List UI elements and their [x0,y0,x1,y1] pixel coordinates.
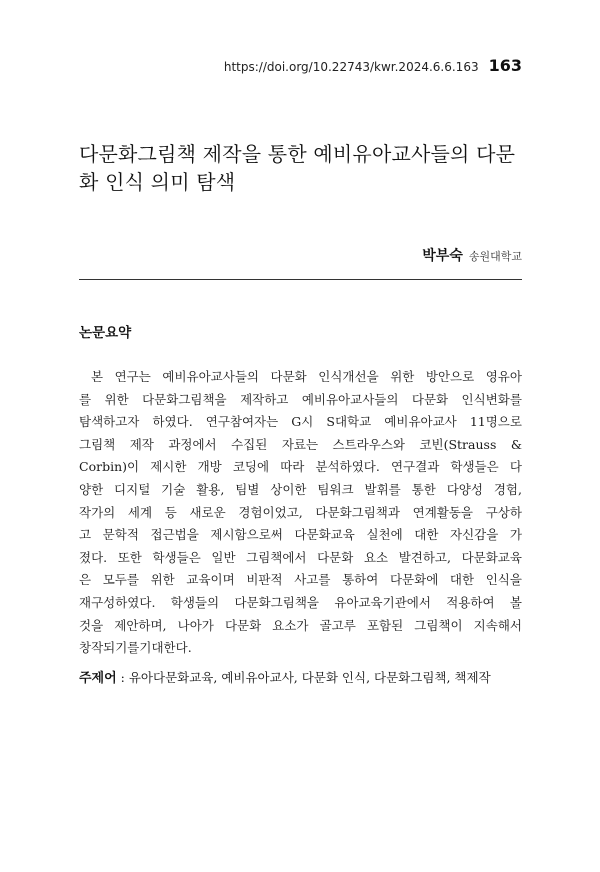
abstract-word: 접근법을 [150,527,199,543]
abstract-word: 은 [79,572,92,588]
abstract-word: 제작 [129,436,154,452]
abstract-word: 과정에서 [168,436,217,452]
abstract-word: 그림책이 [414,617,463,633]
abstract-word: S대학교 [326,414,372,430]
abstract-word: 대한 [414,527,439,543]
abstract-word: 등 [164,504,177,520]
abstract-word: 분석하였다. [315,459,380,475]
abstract-word: 사고를 [294,572,331,588]
abstract-word: 고 [79,527,92,543]
abstract-word: 예비유아교사들의 [301,391,399,407]
abstract-word: 다양성 [446,481,483,497]
abstract-line [79,524,522,547]
abstract-word: G시 [291,414,314,430]
abstract-word: 하였다. [152,414,193,430]
abstract-word: 다 [509,459,522,475]
abstract-word: 그림책에서 [246,549,307,565]
abstract-word: 연구는 [114,369,151,384]
abstract-word: 인식을 [485,572,522,588]
abstract-word: & [510,436,522,452]
abstract-line [79,389,522,412]
abstract-word: 수집된 [231,436,268,452]
abstract-word: 다문화 [317,549,354,565]
abstract-line [79,479,522,502]
abstract-line [79,615,522,638]
author-line [422,245,522,265]
abstract-line [79,456,522,479]
abstract-word: 11명으로 [469,414,522,430]
abstract-word: 또한 [117,549,142,565]
abstract-word: 양한 [79,481,104,497]
abstract-word: 연구결과 [390,459,440,475]
abstract-word: 지속해서 [473,617,522,633]
abstract-word: 졌다. [79,549,108,565]
keywords-separator: : [116,670,129,685]
abstract-word: 세계 [127,504,153,520]
abstract-heading: 논문요약 [79,325,132,341]
abstract-word: 팀별 [235,481,260,497]
abstract-word: 본 [91,369,104,384]
abstract-word: 발휘를 [364,481,401,497]
abstract-word: 학생들의 [170,594,220,610]
keywords-text: 유아다문화교육, 예비유아교사, 다문화 인식, 다문화그림책, 책제작 [128,670,491,685]
abstract-word: 적용하여 [446,594,495,610]
abstract-word: 경험, [493,481,522,497]
abstract-word: 발견하고, [398,549,451,565]
keywords-label: 주제어 [79,671,117,686]
abstract-word: 다문화교육 [294,527,355,543]
abstract-word: Corbin)이 [79,459,140,475]
abstract-word: 기대한다. [139,640,192,656]
abstract-word: 재구성하였다. [79,594,156,610]
abstract-word: 인식개선을 [318,369,379,384]
abstract-word: 자신감을 [450,527,499,543]
doi-link[interactable]: https://doi.org/10.22743/kwr.2024.6.6.163 [223,60,479,74]
author-name: 박부숙 [422,248,463,264]
abstract-word: 다문화그림책과 [315,504,400,520]
abstract-word: 제시한 [150,459,187,475]
abstract-word: 탐색하고자 [79,414,140,430]
abstract-line [79,366,522,389]
abstract-word: 새로운 [189,504,226,520]
abstract-word: 요소가 [272,617,309,633]
abstract-word: 팀워크 [317,481,354,497]
abstract-line [79,592,522,615]
abstract-word: 골고루 [319,617,356,633]
abstract-word: 것을 [79,617,104,633]
abstract-line [79,547,522,570]
abstract-word: 다문화 [270,369,307,384]
abstract-word: 실천에 [366,527,403,543]
abstract-word: 가 [509,527,522,543]
abstract-word: 위한 [104,391,129,407]
abstract-word: 활용, [196,481,225,497]
abstract-line [79,411,522,434]
abstract-word: 연계활동을 [412,504,474,520]
abstract-word: 경험이었고, [238,504,303,520]
abstract-body [79,366,522,660]
abstract-line [79,637,522,660]
page-number: 163 [488,56,522,75]
abstract-word: 창작되기를 [79,640,140,656]
abstract-word: 코딩에 [232,459,270,475]
abstract-word: 제시함으로써 [210,527,283,543]
abstract-word: 대한 [449,572,475,588]
abstract-word: 스트라우스와 [332,436,405,452]
abstract-word: 일반 [211,549,236,565]
abstract-word: 통하여 [342,572,379,588]
abstract-word: 인식변화를 [461,391,522,407]
abstract-word: 영유아 [485,369,522,384]
abstract-word: 따라 [280,459,305,475]
abstract-line [79,569,522,592]
abstract-word: 요소 [363,549,389,565]
abstract-word: 학생들은 [450,459,499,475]
abstract-word: 볼 [509,594,522,610]
abstract-word: 작가의 [79,504,116,520]
running-header [224,56,522,75]
abstract-word: 기술 [161,481,186,497]
abstract-word: 예비유아교사들의 [162,369,259,384]
abstract-word: 를 [79,391,92,407]
abstract-word: 개방 [197,459,222,475]
title-divider [79,279,522,280]
abstract-word: 코빈(Strauss [419,436,497,452]
abstract-word: 위한 [390,369,415,384]
abstract-word: 학생들은 [152,549,201,565]
abstract-word: 다문화 [224,617,262,633]
abstract-word: 포함된 [366,617,404,633]
abstract-word: 제작하고 [240,391,289,407]
abstract-word: 다문화에 [389,572,439,588]
abstract-word: 통한 [411,481,436,497]
abstract-word: 방안으로 [425,369,475,384]
abstract-word: 제안하며, [114,617,167,633]
abstract-word: 다문화그림책을 [234,594,319,610]
abstract-word: 구상하 [485,504,522,520]
abstract-word: 연구참여자는 [205,414,279,430]
abstract-word: 디지털 [114,481,151,497]
keywords-line [79,667,491,686]
abstract-word: 예비유아교사 [384,414,457,430]
abstract-word: 다문화교육 [461,549,522,565]
author-affiliation: 송원대학교 [468,250,522,263]
abstract-word: 유아교육기관에서 [334,594,431,610]
abstract-word: 나아가 [177,617,214,633]
abstract-line [79,434,522,457]
abstract-word: 다문화 [411,391,449,407]
abstract-word: 그림책 [79,436,116,452]
abstract-word: 위한 [150,572,175,588]
abstract-word: 교육이며 [186,572,235,588]
abstract-word: 모두를 [102,572,139,588]
abstract-word: 상이한 [270,481,307,497]
abstract-line [79,502,522,525]
abstract-word: 자료는 [281,436,319,452]
abstract-word: 비판적 [246,572,283,588]
abstract-word: 문학적 [102,527,139,543]
paper-title: 다문화그림책 제작을 통한 예비유아교사들의 다문화 인식 의미 탐색 [79,142,516,194]
abstract-word: 다문화그림책을 [142,391,227,407]
